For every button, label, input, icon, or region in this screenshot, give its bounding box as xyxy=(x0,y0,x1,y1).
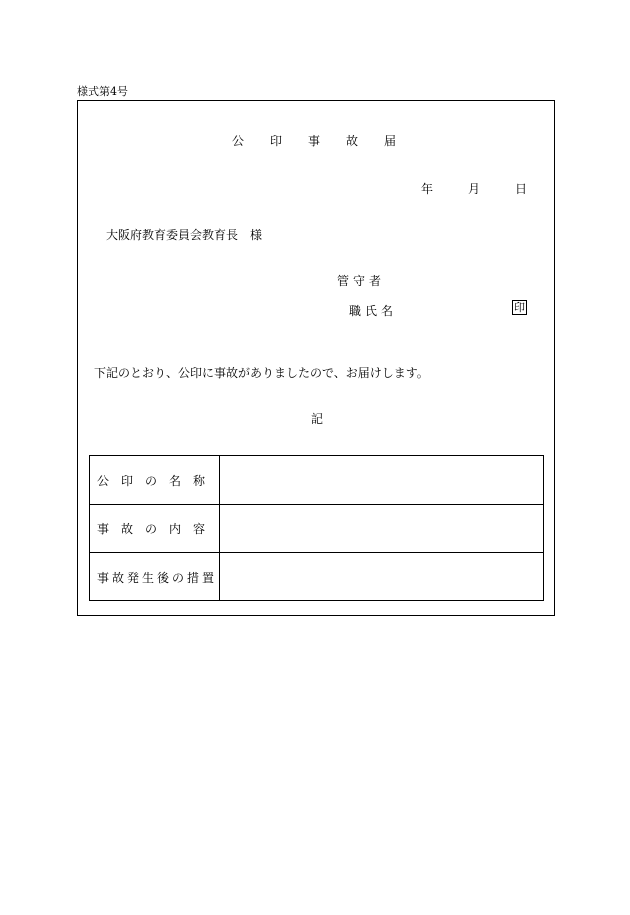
seal-mark: 印 xyxy=(514,301,525,314)
form-number-label: 様式第4号 xyxy=(77,85,128,98)
title-char: 届 xyxy=(384,134,399,148)
table-row-label: 事故の内容 xyxy=(90,505,220,552)
details-table xyxy=(89,455,544,601)
table-row-label: 公印の名称 xyxy=(90,456,220,504)
table-row xyxy=(90,504,543,552)
custodian-label: 管守者 xyxy=(337,274,386,288)
title-char: 印 xyxy=(269,134,284,148)
table-row xyxy=(90,456,543,504)
title-char: 公 xyxy=(231,134,246,148)
ki-label: 記 xyxy=(311,412,324,426)
table-row-value[interactable] xyxy=(220,505,543,552)
year-label: 年 xyxy=(421,182,434,196)
table-row-label: 事故発生後の措置 xyxy=(90,553,220,601)
month-label: 月 xyxy=(468,182,481,196)
notice-body-text: 下記のとおり、公印に事故がありましたので、お届けします。 xyxy=(94,366,429,380)
addressee: 大阪府教育委員会教育長 様 xyxy=(106,228,263,242)
title-char: 故 xyxy=(346,134,361,148)
title-char: 事 xyxy=(307,134,322,148)
table-row xyxy=(90,552,543,601)
table-row-value[interactable] xyxy=(220,456,543,504)
table-row-value[interactable] xyxy=(220,553,543,601)
day-label: 日 xyxy=(515,182,528,196)
document-title xyxy=(0,132,630,149)
title-name-label: 職氏名 xyxy=(349,304,398,318)
